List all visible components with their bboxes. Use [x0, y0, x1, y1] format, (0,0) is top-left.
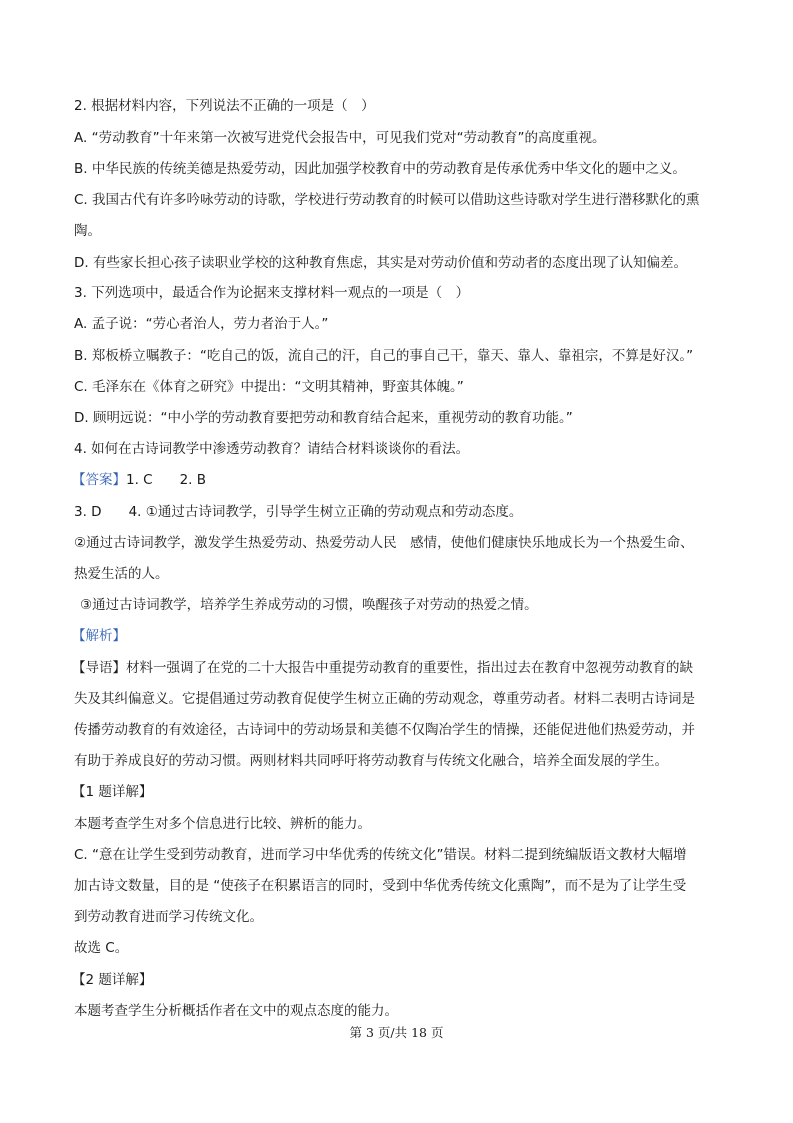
section-1-detail-heading: 【1 题详解】: [72, 784, 153, 800]
answer-label: 【答案】: [72, 472, 126, 488]
answer-point-3: ③通过古诗词教学，培养学生养成劳动的习惯，唤醒孩子对劳动的热爱之情。: [80, 597, 538, 613]
intro-line-4: 有助于养成良好的劳动习惯。两则材料共同呼吁将劳动教育与传统文化融合，培养全面发展的学生。: [74, 753, 668, 769]
answer-line-2: 3. D 4. ①通过古诗词教学，引导学生树立正确的劳动观点和劳动态度。: [74, 504, 523, 520]
section-1-choice: 故选 C。: [74, 940, 129, 956]
analysis-label: 【解析】: [72, 628, 126, 644]
question-2-option-c-cont: 陶。: [74, 223, 101, 239]
answer-line: [72, 471, 206, 489]
section-1-detail-line-2: C. “意在让学生受到劳动教育，进而学习中华优秀的传统文化”错误。材料二提到统编版语文教材大幅增: [74, 847, 687, 863]
question-3-option-b: B. 郑板桥立嘱教子：“吃自己的饭，流自己的汗，自己的事自己干，靠天、靠人、靠祖宗，不算是好汉。”: [74, 348, 694, 364]
question-2-stem: 2. 根据材料内容，下列说法不正确的一项是（ ）: [74, 98, 375, 114]
intro-line-1: 【导语】材料一强调了在党的二十大报告中重提劳动教育的重要性，指出过去在教育中忽视劳动教育的缺: [72, 660, 693, 676]
question-4-stem: 4. 如何在古诗词教学中渗透劳动教育？请结合材料谈谈你的看法。: [74, 441, 470, 457]
section-1-detail-line-4: 到劳动教育进而学习传统文化。: [74, 909, 263, 925]
question-2-option-c: C. 我国古代有许多吟咏劳动的诗歌，学校进行劳动教育的时候可以借助这些诗歌对学生进行潜移默化的熏: [74, 192, 700, 208]
answer-point-2: ②通过古诗词教学，激发学生热爱劳动、热爱劳动人民 感情，使他们健康快乐地成长为一个热爱生命、: [74, 535, 694, 551]
section-2-detail-line-1: 本题考查学生分析概括作者在文中的观点态度的能力。: [74, 1003, 398, 1019]
section-2-detail-heading: 【2 题详解】: [72, 972, 153, 988]
question-3-stem: 3. 下列选项中，最适合作为论据来支撑材料一观点的一项是（ ）: [74, 285, 470, 301]
section-1-detail-line-1: 本题考查学生对多个信息进行比较、辨析的能力。: [74, 816, 371, 832]
answer-point-2-cont: 热爱生活的人。: [74, 566, 169, 582]
question-3-option-c: C. 毛泽东在《体育之研究》中提出：“文明其精神，野蛮其体魄。”: [74, 379, 464, 395]
question-2-option-d: D. 有些家长担心孩子读职业学校的这种教育焦虑，其实是对劳动价值和劳动者的态度出现了认知偏差。: [74, 255, 687, 271]
question-2-option-a: A. “劳动教育”十年来第一次被写进党代会报告中，可见我们党对“劳动教育”的高度重视。: [74, 130, 606, 146]
answer-text: 1. C 2. B: [126, 472, 207, 488]
question-2-option-b: B. 中华民族的传统美德是热爱劳动，因此加强学校教育中的劳动教育是传承优秀中华文化的题中之义。: [74, 161, 686, 177]
intro-line-3: 传播劳动教育的有效途径，古诗词中的劳动场景和美德不仅陶冶学生的情操，还能促进他们热爱劳动，并: [74, 722, 695, 738]
intro-line-2: 失及其纠偏意义。它提倡通过劳动教育促使学生树立正确的劳动观念，尊重劳动者。材料二表明古诗词是: [74, 691, 695, 707]
page-number-footer: 第 3 页/共 18 页: [349, 1025, 444, 1040]
section-1-detail-line-3: 加古诗文数量，目的是 “使孩子在积累语言的同时，受到中华优秀传统文化熏陶”，而不是为了让学生受: [74, 878, 687, 894]
question-3-option-d: D. 顾明远说：“中小学的劳动教育要把劳动和教育结合起来，重视劳动的教育功能。”: [74, 410, 573, 426]
question-3-option-a: A. 孟子说：“劳心者治人，劳力者治于人。”: [74, 316, 329, 332]
